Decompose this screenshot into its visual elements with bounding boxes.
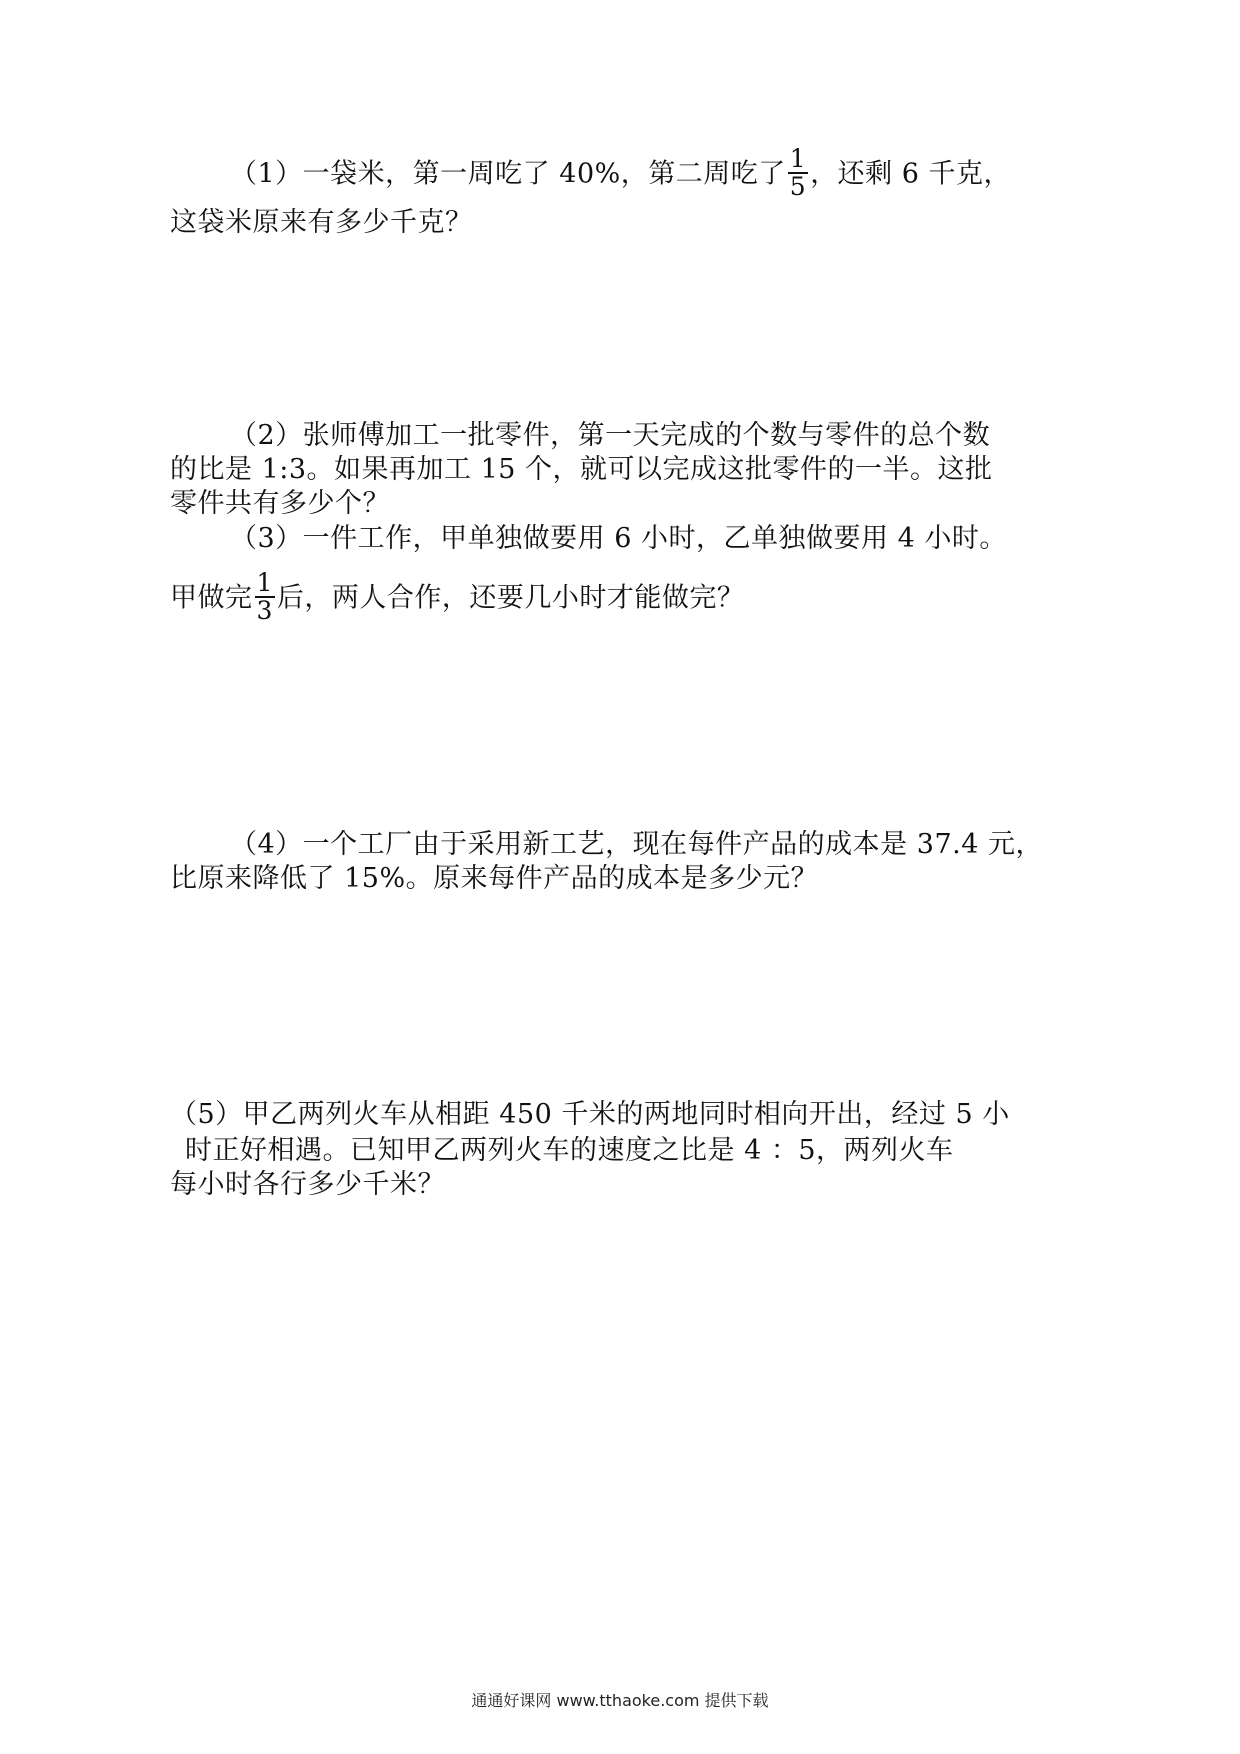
problem-1-text-b: ，还剩 6 千克， [810, 158, 1012, 190]
fraction-denominator: 5 [789, 172, 807, 201]
problem-2-line-1: （2）张师傅加工一批零件，第一天完成的个数与零件的总个数 [230, 420, 991, 451]
fraction-one-third [255, 570, 275, 624]
problem-3-line-1: （3）一件工作，甲单独做要用 6 小时，乙单独做要用 4 小时。 [230, 523, 1007, 554]
problem-3-line-2 [170, 568, 745, 626]
problem-3-text-a: 甲做完 [170, 582, 253, 614]
problem-2-line-3: 零件共有多少个？ [170, 488, 390, 519]
fraction-numerator: 1 [256, 568, 273, 597]
problem-5-line-3: 每小时各行多少千米？ [170, 1169, 445, 1200]
problem-2-line-2: 的比是 1:3。如果再加工 15 个，就可以完成这批零件的一半。这批 [170, 454, 993, 485]
problem-5-line-2: 时正好相遇。已知甲乙两列火车的速度之比是 4 ：5，两列火车 [185, 1135, 954, 1166]
problem-1-text-a: （1）一袋米，第一周吃了 40%，第二周吃了 [230, 158, 786, 190]
fraction-one-fifth [788, 146, 808, 200]
problem-1-line-2: 这袋米原来有多少千克？ [170, 207, 473, 238]
problem-1-line-1 [230, 144, 1012, 202]
fraction-numerator: 1 [789, 144, 807, 173]
problem-3-text-b: 后，两人合作，还要几小时才能做完？ [276, 582, 745, 614]
problem-5-line-1: （5）甲乙两列火车从相距 450 千米的两地同时相向开出，经过 5 小 [170, 1099, 1010, 1130]
problem-4-line-1: （4）一个工厂由于采用新工艺，现在每件产品的成本是 37.4 元， [230, 829, 1043, 860]
fraction-denominator: 3 [256, 596, 273, 625]
page-footer: 通通好课网 www.tthaoke.com 提供下载 [471, 1691, 769, 1710]
problem-4-line-2: 比原来降低了 15%。原来每件产品的成本是多少元？ [170, 863, 819, 894]
